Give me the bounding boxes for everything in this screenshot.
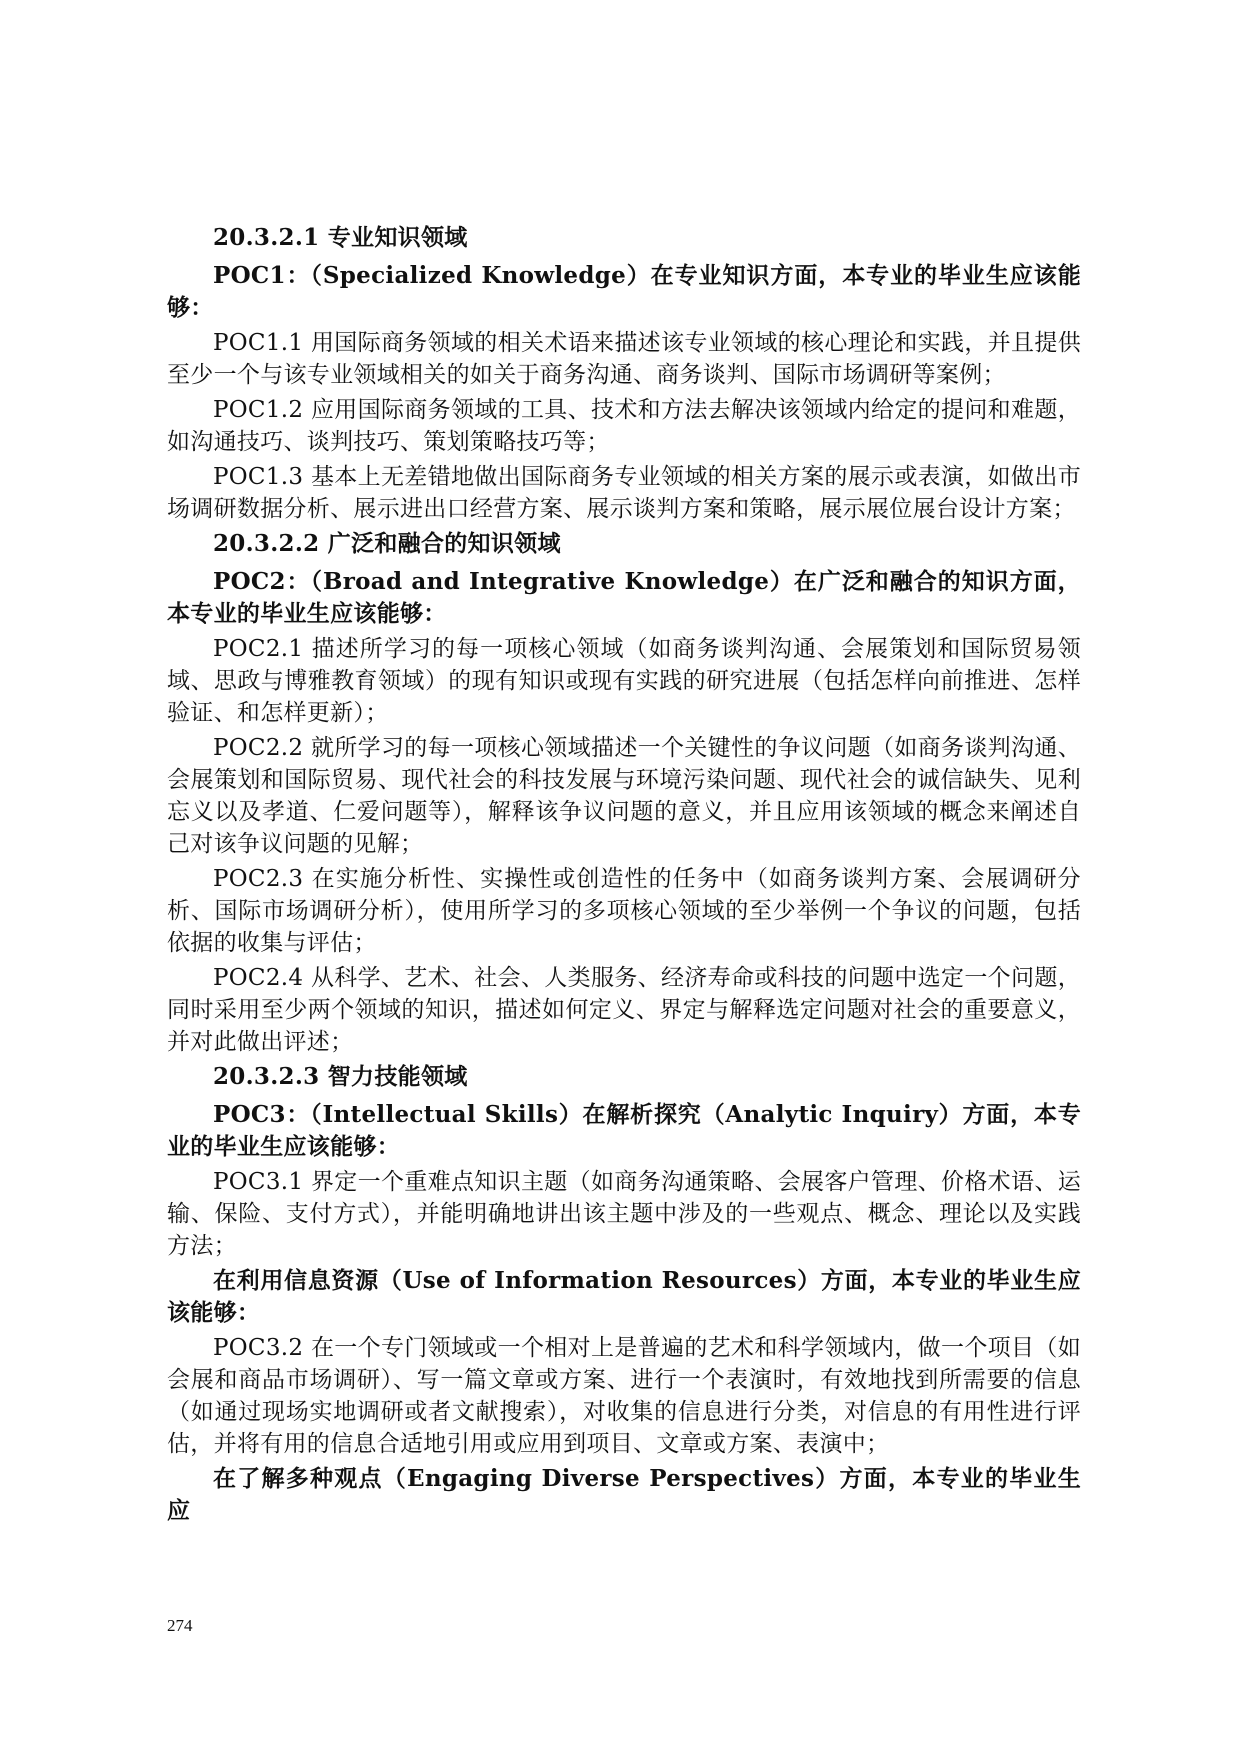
diverse-perspectives-intro: 在了解多种观点（Engaging Diverse Perspectives）方面，本专业的毕业生应 <box>167 1465 1081 1524</box>
poc2-2-item: POC2.2 就所学习的每一项核心领域描述一个关键性的争议问题（如商务谈判沟通、会展策划和国际贸易、现代社会的科技发展与环境污染问题、现代社会的诚信缺失、见利忘义以及孝道、仁爱问题等），解释该争议问题的意义，并且应用该领域的概念来阐述自己对该争议问题的见解； <box>167 735 1081 857</box>
poc3-intro: POC3：（Intellectual Skills）在解析探究（Analytic Inquiry）方面，本专业的毕业生应该能够： <box>167 1101 1081 1160</box>
information-resources-intro: 在利用信息资源（Use of Information Resources）方面，本专业的毕业生应该能够： <box>167 1267 1081 1326</box>
poc2-3-item: POC2.3 在实施分析性、实操性或创造性的任务中（如商务谈判方案、会展调研分析、国际市场调研分析），使用所学习的多项核心领域的至少举例一个争议的问题，包括依据的收集与评估； <box>167 866 1081 956</box>
poc2-intro: POC2：（Broad and Integrative Knowledge）在广泛和融合的知识方面，本专业的毕业生应该能够： <box>167 568 1081 627</box>
section-heading-20-3-2-2: 20.3.2.2 广泛和融合的知识领域 <box>213 530 561 557</box>
poc2-1-item: POC2.1 描述所学习的每一项核心领域（如商务谈判沟通、会展策划和国际贸易领域、思政与博雅教育领域）的现有知识或现有实践的研究进展（包括怎样向前推进、怎样验证、和怎样更新）； <box>167 636 1081 726</box>
poc3-2-item: POC3.2 在一个专门领域或一个相对上是普遍的艺术和科学领域内，做一个项目（如会展和商品市场调研）、写一篇文章或方案、进行一个表演时，有效地找到所需要的信息（如通过现场实地调研或者文献搜索），对收集的信息进行分类，对信息的有用性进行评估，并将有用的信息合适地引用或应用到项目、文章或方案、表演中； <box>167 1335 1081 1457</box>
poc1-3-item: POC1.3 基本上无差错地做出国际商务专业领域的相关方案的展示或表演，如做出市场调研数据分析、展示进出口经营方案、展示谈判方案和策略，展示展位展台设计方案； <box>167 464 1081 522</box>
section-heading-20-3-2-3: 20.3.2.3 智力技能领域 <box>213 1063 468 1090</box>
poc1-1-item: POC1.1 用国际商务领域的相关术语来描述该专业领域的核心理论和实践，并且提供至少一个与该专业领域相关的如关于商务沟通、商务谈判、国际市场调研等案例； <box>167 330 1081 388</box>
poc3-1-item: POC3.1 界定一个重难点知识主题（如商务沟通策略、会展客户管理、价格术语、运输、保险、支付方式），并能明确地讲出该主题中涉及的一些观点、概念、理论以及实践方法； <box>167 1169 1081 1259</box>
poc1-intro: POC1：（Specialized Knowledge）在专业知识方面，本专业的毕业生应该能够： <box>167 262 1081 321</box>
page-number: 274 <box>167 1616 193 1635</box>
poc2-4-item: POC2.4 从科学、艺术、社会、人类服务、经济寿命或科技的问题中选定一个问题，同时采用至少两个领域的知识，描述如何定义、界定与解释选定问题对社会的重要意义，并对此做出评述； <box>167 965 1081 1055</box>
poc1-2-item: POC1.2 应用国际商务领域的工具、技术和方法去解决该领域内给定的提问和难题，如沟通技巧、谈判技巧、策划策略技巧等； <box>167 397 1081 455</box>
document-body <box>167 222 1081 1530</box>
section-heading-20-3-2-1: 20.3.2.1 专业知识领域 <box>213 224 468 251</box>
